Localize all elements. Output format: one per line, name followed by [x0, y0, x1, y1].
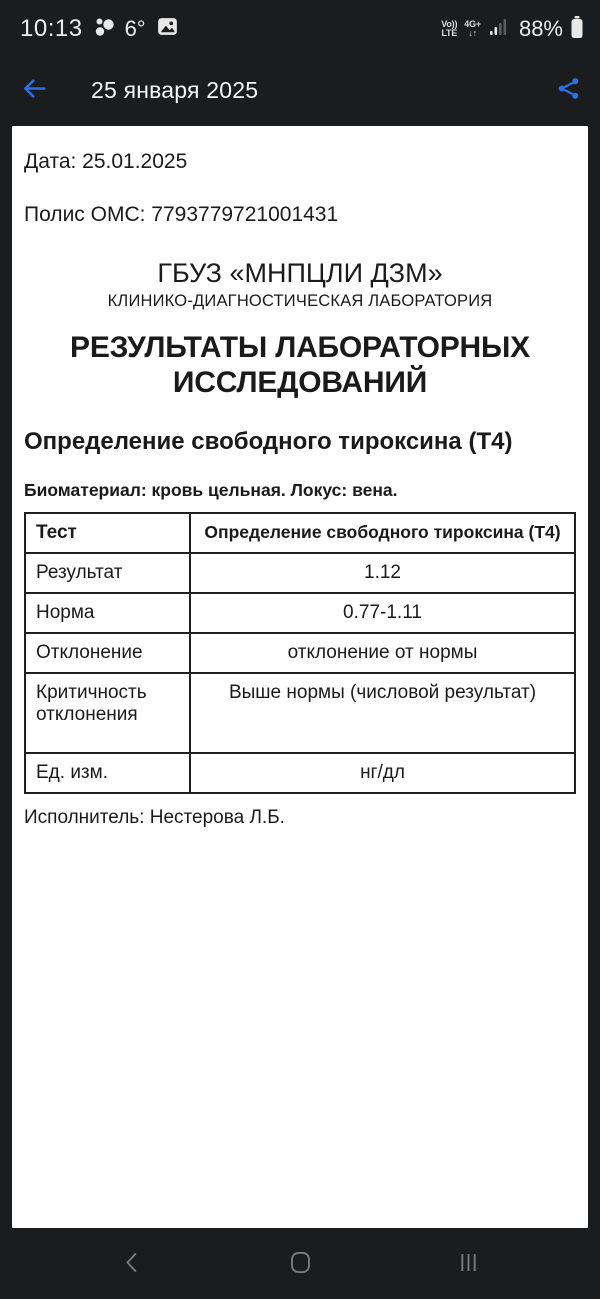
results-table — [24, 512, 576, 794]
home-icon — [287, 1249, 314, 1279]
table-header-row — [25, 513, 575, 553]
gallery-icon — [155, 14, 180, 44]
battery-percent-label: 88% — [518, 16, 563, 41]
recents-icon — [455, 1249, 482, 1279]
organization-block — [24, 258, 576, 311]
row-value: нг/дл — [190, 753, 575, 793]
executor-line: Исполнитель: Нестерова Л.Б. — [24, 806, 285, 828]
row-value: отклонение от нормы — [190, 633, 575, 673]
app-bubbles-icon — [92, 15, 116, 44]
temperature-label: 6° — [124, 16, 146, 41]
nav-back-button[interactable] — [119, 1249, 146, 1279]
organization-subtitle: КЛИНИКО-ДИАГНОСТИЧЕСКАЯ ЛАБОРАТОРИЯ — [107, 292, 493, 310]
back-chevron-icon — [119, 1249, 146, 1279]
table-row-criticality — [25, 673, 575, 753]
data-arrows: ↓↑ — [468, 28, 477, 38]
row-label: Результат — [25, 553, 190, 593]
back-button[interactable] — [20, 74, 49, 106]
battery-icon — [570, 14, 584, 45]
volte-icon — [441, 20, 457, 38]
app-bar — [0, 58, 600, 122]
organization-name: ГБУЗ «МНПЦЛИ ДЗМ» — [157, 258, 443, 288]
header-cell-test-name: Определение свободного тироксина (Т4) — [190, 513, 575, 553]
signal-strength-icon — [488, 16, 510, 43]
status-bar-right — [441, 14, 584, 45]
row-label: Норма — [25, 593, 190, 633]
nav-recents-button[interactable] — [455, 1249, 482, 1279]
table-row-norm — [25, 593, 575, 633]
android-navigation-bar — [0, 1228, 600, 1299]
row-label: Ед. изм. — [25, 753, 190, 793]
volte-line1: Vo)) — [441, 19, 458, 29]
header-cell-test: Тест — [25, 513, 190, 553]
row-value: 1.12 — [190, 553, 575, 593]
table-row-units — [25, 753, 575, 793]
volte-line2: LTE — [441, 28, 458, 38]
mobile-data-icon — [464, 20, 481, 38]
share-button[interactable] — [555, 75, 582, 105]
lab-report-document — [12, 126, 588, 1228]
row-value: 0.77-1.11 — [190, 593, 575, 633]
row-label: Отклонение — [25, 633, 190, 673]
biomaterial-line: Биоматериал: кровь цельная. Локус: вена. — [24, 479, 398, 500]
test-name-heading: Определение свободного тироксина (Т4) — [24, 427, 513, 455]
row-label: Критичность отклонения — [25, 673, 190, 753]
clock: 10:13 — [20, 15, 83, 42]
report-main-title: РЕЗУЛЬТАТЫ ЛАБОРАТОРНЫХ ИССЛЕДОВАНИЙ — [70, 331, 530, 400]
status-bar-left — [20, 14, 180, 44]
status-bar — [0, 0, 600, 58]
network-type-label: 4G+ — [464, 19, 481, 29]
report-date-line: Дата: 25.01.2025 — [24, 150, 188, 173]
share-icon — [555, 75, 582, 105]
table-row-result — [25, 553, 575, 593]
back-arrow-icon — [20, 74, 49, 106]
nav-home-button[interactable] — [287, 1249, 314, 1279]
table-row-deviation — [25, 633, 575, 673]
insurance-policy-line: Полис ОМС: 7793779721001431 — [24, 203, 339, 226]
page-title: 25 января 2025 — [91, 76, 259, 103]
row-value: Выше нормы (числовой результат) — [190, 673, 575, 753]
